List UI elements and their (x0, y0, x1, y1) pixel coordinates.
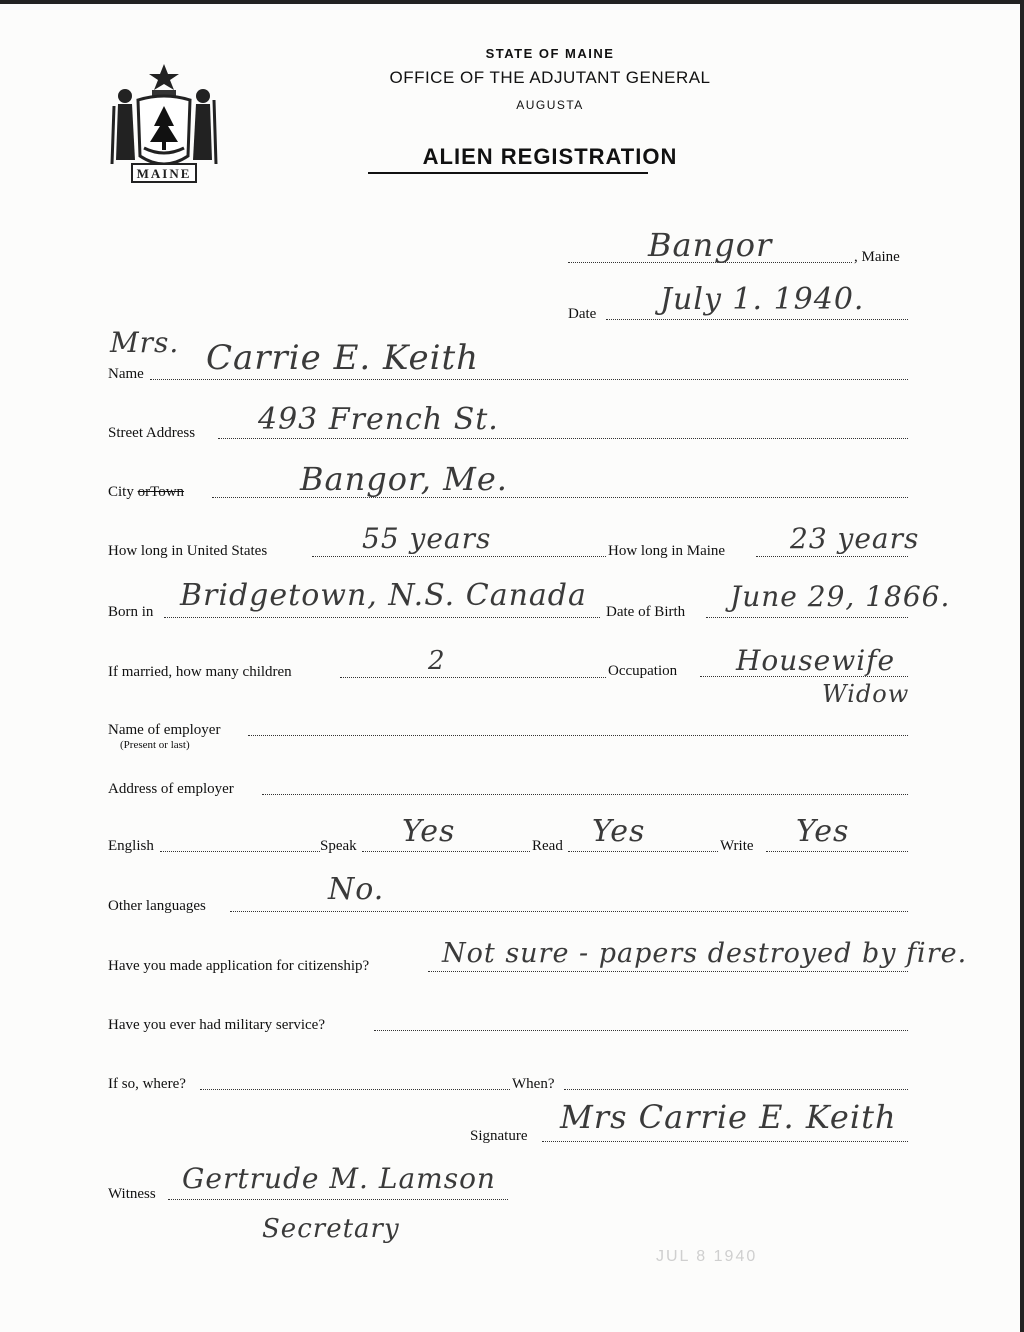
born-in-value: Bridgetown, N.S. Canada (180, 578, 587, 613)
street-address-label: Street Address (108, 425, 196, 441)
if-so-where-label: If so, where? (108, 1076, 186, 1092)
signature-line (542, 1141, 908, 1142)
when-label: When? (512, 1076, 555, 1092)
employer-note: (Present or last) (120, 739, 190, 751)
citizenship-line (428, 971, 908, 972)
how-long-us-line (312, 556, 606, 557)
office-heading: OFFICE OF THE ADJUTANT GENERAL (389, 68, 711, 87)
svg-text:MAINE: MAINE (136, 166, 192, 181)
english-line (160, 851, 320, 852)
occupation-label: Occupation (608, 663, 678, 679)
date-of-birth-label: Date of Birth (606, 604, 686, 620)
received-stamp: JUL 8 1940 (656, 1248, 758, 1265)
how-long-us-label: How long in United States (108, 543, 268, 559)
date-of-birth-line (706, 617, 908, 618)
name-prefix: Mrs. (110, 326, 180, 359)
city-value: Bangor, Me. (300, 460, 508, 498)
how-long-maine-value: 23 years (790, 522, 920, 555)
name-line (150, 379, 908, 380)
city-heading: AUGUSTA (516, 98, 584, 112)
date-line (606, 319, 908, 320)
other-languages-label: Other languages (108, 898, 206, 914)
how-long-maine-line (756, 556, 908, 557)
read-line (568, 851, 718, 852)
born-in-line (164, 617, 600, 618)
children-label: If married, how many children (108, 664, 292, 680)
write-line (766, 851, 908, 852)
employer-name-line (248, 735, 908, 736)
title-underline (368, 172, 648, 174)
write-label: Write (720, 838, 754, 854)
date-label: Date (568, 306, 597, 322)
where-line (200, 1089, 510, 1090)
state-heading: STATE OF MAINE (485, 46, 615, 61)
employer-name-label: Name of employer (108, 722, 221, 738)
english-label: English (108, 838, 154, 854)
speak-label: Speak (320, 838, 357, 854)
scan-border-right (1020, 0, 1024, 1332)
children-line (340, 677, 606, 678)
read-value: Yes (592, 814, 646, 849)
date-value: July 1. 1940. (660, 282, 865, 317)
witness-value: Gertrude M. Lamson (182, 1162, 496, 1195)
place-value: Bangor (648, 226, 773, 264)
how-long-maine-label: How long in Maine (608, 543, 726, 559)
citizenship-value: Not sure - papers destroyed by fire. (442, 938, 968, 969)
maine-label: , Maine (854, 249, 900, 265)
citizenship-label: Have you made application for citizenship? (108, 958, 370, 974)
street-address-line (218, 438, 908, 439)
street-address-value: 493 French St. (258, 402, 499, 437)
how-long-us-value: 55 years (362, 522, 492, 555)
witness-line (168, 1199, 508, 1200)
witness-title: Secretary (262, 1214, 400, 1244)
military-label: Have you ever had military service? (108, 1017, 325, 1033)
witness-label: Witness (108, 1186, 156, 1202)
scan-border-top (0, 0, 1024, 4)
military-line (374, 1030, 908, 1031)
occupation-note: Widow (822, 680, 910, 708)
city-town-label: Town (150, 484, 185, 500)
city-or-struck: or (137, 484, 151, 500)
city-label: City (108, 484, 134, 500)
other-languages-value: No. (328, 872, 385, 907)
maine-state-seal (108, 60, 220, 190)
employer-address-line (262, 794, 908, 795)
signature-value: Mrs Carrie E. Keith (560, 1098, 897, 1136)
speak-value: Yes (402, 814, 456, 849)
form-title: ALIEN REGISTRATION (422, 144, 678, 169)
date-of-birth-value: June 29, 1866. (730, 580, 951, 613)
employer-address-label: Address of employer (108, 781, 234, 797)
speak-line (362, 851, 530, 852)
signature-label: Signature (470, 1128, 528, 1144)
children-value: 2 (428, 646, 446, 676)
read-label: Read (532, 838, 563, 854)
name-value: Carrie E. Keith (206, 338, 480, 378)
occupation-value: Housewife (736, 644, 896, 677)
name-label: Name (108, 366, 144, 382)
when-line (564, 1089, 908, 1090)
write-value: Yes (796, 814, 850, 849)
born-in-label: Born in (108, 604, 154, 620)
other-languages-line (230, 911, 908, 912)
